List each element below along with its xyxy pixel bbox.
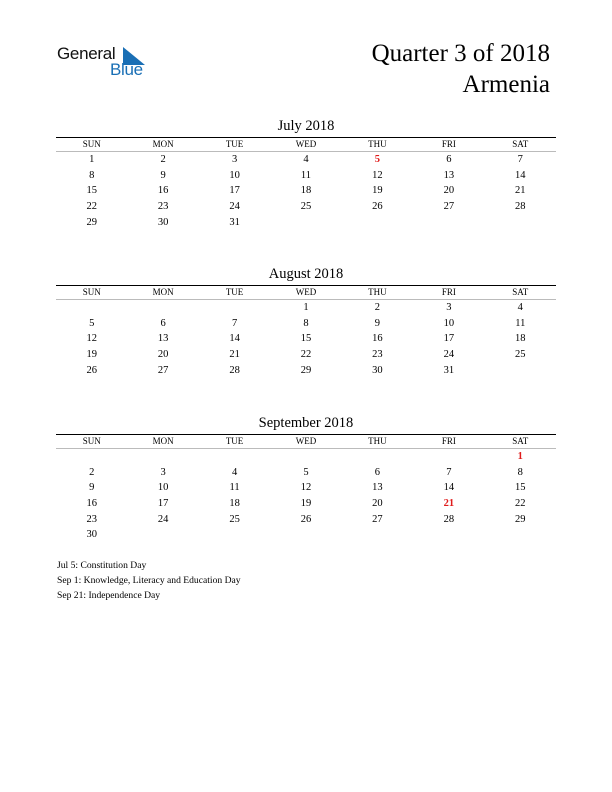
day-cell: 19 (300, 498, 312, 510)
day-cell: 4 (303, 154, 309, 165)
day-cell: 15 (515, 482, 526, 494)
weekday-label: SUN (82, 287, 101, 297)
day-cell: 16 (157, 185, 169, 197)
holiday-notes (57, 558, 241, 603)
weekday-label: TUE (225, 287, 244, 297)
empty-cell (270, 449, 341, 465)
month-title: July 2018 (277, 118, 335, 134)
weekday-label: SAT (512, 139, 529, 149)
weekday-label: TUE (225, 139, 244, 149)
day-cell: 26 (300, 513, 312, 525)
day-cell: 26 (372, 201, 383, 213)
empty-cell (56, 300, 127, 316)
day-cell: 25 (300, 201, 312, 213)
day-cell: 3 (160, 466, 166, 478)
day-cell: 28 (443, 513, 455, 525)
day-cell: 10 (443, 317, 455, 329)
day-cell: 12 (300, 482, 312, 494)
holiday-note: Jul 5: Constitution Day (57, 560, 147, 571)
day-cell: 2 (374, 302, 381, 313)
weekday-label: FRI (441, 287, 456, 297)
day-cell: 20 (157, 349, 169, 361)
day-grid (56, 152, 556, 230)
holiday-note: Sep 1: Knowledge, Literacy and Education Day (57, 575, 241, 586)
empty-cell (413, 449, 484, 465)
day-cell: 18 (515, 333, 526, 345)
day-cell: 3 (446, 302, 452, 313)
weekday-label: WED (295, 287, 317, 297)
day-cell: 29 (86, 216, 97, 228)
day-cell: 7 (231, 317, 238, 329)
empty-cell (199, 449, 270, 465)
day-cell: 12 (372, 169, 383, 181)
weekday-label: MON (152, 287, 174, 297)
day-cell: 8 (303, 317, 309, 329)
day-cell: 1 (89, 154, 95, 165)
empty-cell (127, 300, 198, 316)
month-title: August 2018 (268, 266, 344, 282)
holiday-day-cell: 5 (374, 154, 381, 165)
day-grid (56, 449, 556, 543)
weekday-label: THU (368, 139, 387, 149)
generalblue-logo (57, 44, 167, 84)
day-cell: 22 (300, 349, 312, 361)
holiday-day-cell: 1 (517, 451, 523, 462)
empty-cell (127, 449, 198, 465)
weekday-label: WED (295, 139, 317, 149)
day-cell: 31 (229, 216, 240, 228)
day-cell: 19 (86, 349, 97, 361)
weekday-label: WED (295, 436, 317, 446)
day-cell: 27 (443, 201, 455, 213)
month-september (56, 414, 556, 543)
day-cell: 23 (86, 513, 97, 525)
day-cell: 21 (515, 185, 526, 197)
day-cell: 30 (157, 216, 169, 228)
day-cell: 15 (86, 185, 97, 197)
day-cell: 19 (372, 185, 383, 197)
empty-cell (56, 449, 127, 465)
weekday-label: SAT (512, 287, 529, 297)
day-cell: 14 (229, 333, 240, 345)
day-cell: 4 (231, 466, 238, 478)
weekday-label: MON (152, 139, 174, 149)
day-cell: 5 (303, 466, 309, 478)
day-cell: 1 (303, 302, 309, 313)
month-july (56, 117, 556, 230)
day-cell: 28 (229, 364, 240, 376)
day-cell: 5 (89, 317, 95, 329)
quarter-title: Quarter 3 of 2018 (371, 40, 550, 67)
day-cell: 17 (443, 333, 455, 345)
day-cell: 27 (157, 364, 169, 376)
day-cell: 24 (229, 201, 240, 213)
weekday-label: SUN (82, 139, 101, 149)
day-cell: 30 (86, 529, 97, 541)
holiday-note: Sep 21: Independence Day (57, 590, 161, 601)
day-cell: 23 (157, 201, 169, 213)
day-cell: 8 (89, 169, 95, 181)
day-cell: 16 (86, 498, 97, 510)
day-cell: 25 (229, 513, 240, 525)
day-cell: 11 (515, 317, 526, 329)
day-cell: 24 (157, 513, 169, 525)
weekday-label: THU (368, 436, 387, 446)
logo-text-blue: Blue (110, 60, 143, 79)
weekday-header (56, 286, 556, 299)
day-cell: 10 (229, 169, 240, 181)
day-cell: 24 (443, 349, 455, 361)
day-cell: 6 (160, 317, 166, 329)
day-cell: 18 (229, 498, 240, 510)
weekday-label: SAT (512, 436, 529, 446)
day-cell: 18 (300, 185, 312, 197)
day-cell: 2 (160, 154, 166, 165)
day-cell: 14 (515, 169, 526, 181)
weekday-label: THU (368, 287, 387, 297)
empty-cell (342, 449, 413, 465)
day-cell: 4 (517, 302, 523, 313)
weekday-header (56, 435, 556, 448)
day-cell: 15 (300, 333, 312, 345)
day-cell: 30 (372, 364, 383, 376)
day-cell: 6 (374, 466, 381, 478)
weekday-label: SUN (82, 436, 101, 446)
day-cell: 17 (229, 185, 240, 197)
day-cell: 13 (372, 482, 383, 494)
day-cell: 16 (372, 333, 383, 345)
day-cell: 29 (300, 364, 312, 376)
day-cell: 7 (446, 466, 452, 478)
weekday-label: FRI (441, 139, 456, 149)
header-title (372, 38, 550, 100)
day-cell: 12 (86, 333, 97, 345)
day-cell: 13 (443, 169, 455, 181)
weekday-header (56, 138, 556, 151)
month-title: September 2018 (258, 415, 354, 431)
day-cell: 22 (86, 201, 97, 213)
day-cell: 6 (446, 154, 452, 165)
day-cell: 27 (372, 513, 383, 525)
day-cell: 26 (86, 364, 97, 376)
month-august (56, 265, 556, 378)
day-cell: 11 (300, 169, 312, 181)
day-cell: 11 (229, 482, 240, 494)
day-cell: 23 (372, 349, 383, 361)
day-grid (56, 300, 556, 378)
day-cell: 10 (157, 482, 169, 494)
day-cell: 17 (157, 498, 169, 510)
day-cell: 9 (160, 169, 166, 181)
day-cell: 20 (443, 185, 455, 197)
weekday-label: FRI (441, 436, 456, 446)
holiday-day-cell: 21 (443, 498, 455, 510)
day-cell: 21 (229, 349, 240, 361)
day-cell: 3 (231, 154, 238, 165)
day-cell: 25 (515, 349, 526, 361)
day-cell: 28 (515, 201, 526, 213)
day-cell: 14 (443, 482, 455, 494)
day-cell: 29 (515, 513, 526, 525)
day-cell: 20 (372, 498, 383, 510)
day-cell: 8 (517, 466, 523, 478)
day-cell: 9 (89, 482, 95, 494)
day-cell: 13 (157, 333, 169, 345)
day-cell: 2 (89, 466, 95, 478)
day-cell: 9 (374, 317, 381, 329)
day-cell: 31 (443, 364, 455, 376)
country-title: Armenia (462, 71, 550, 98)
day-cell: 7 (517, 154, 523, 165)
day-cell: 22 (515, 498, 526, 510)
weekday-label: MON (152, 436, 174, 446)
empty-cell (199, 300, 270, 316)
weekday-label: TUE (225, 436, 244, 446)
logo-text-general: General (57, 44, 116, 63)
